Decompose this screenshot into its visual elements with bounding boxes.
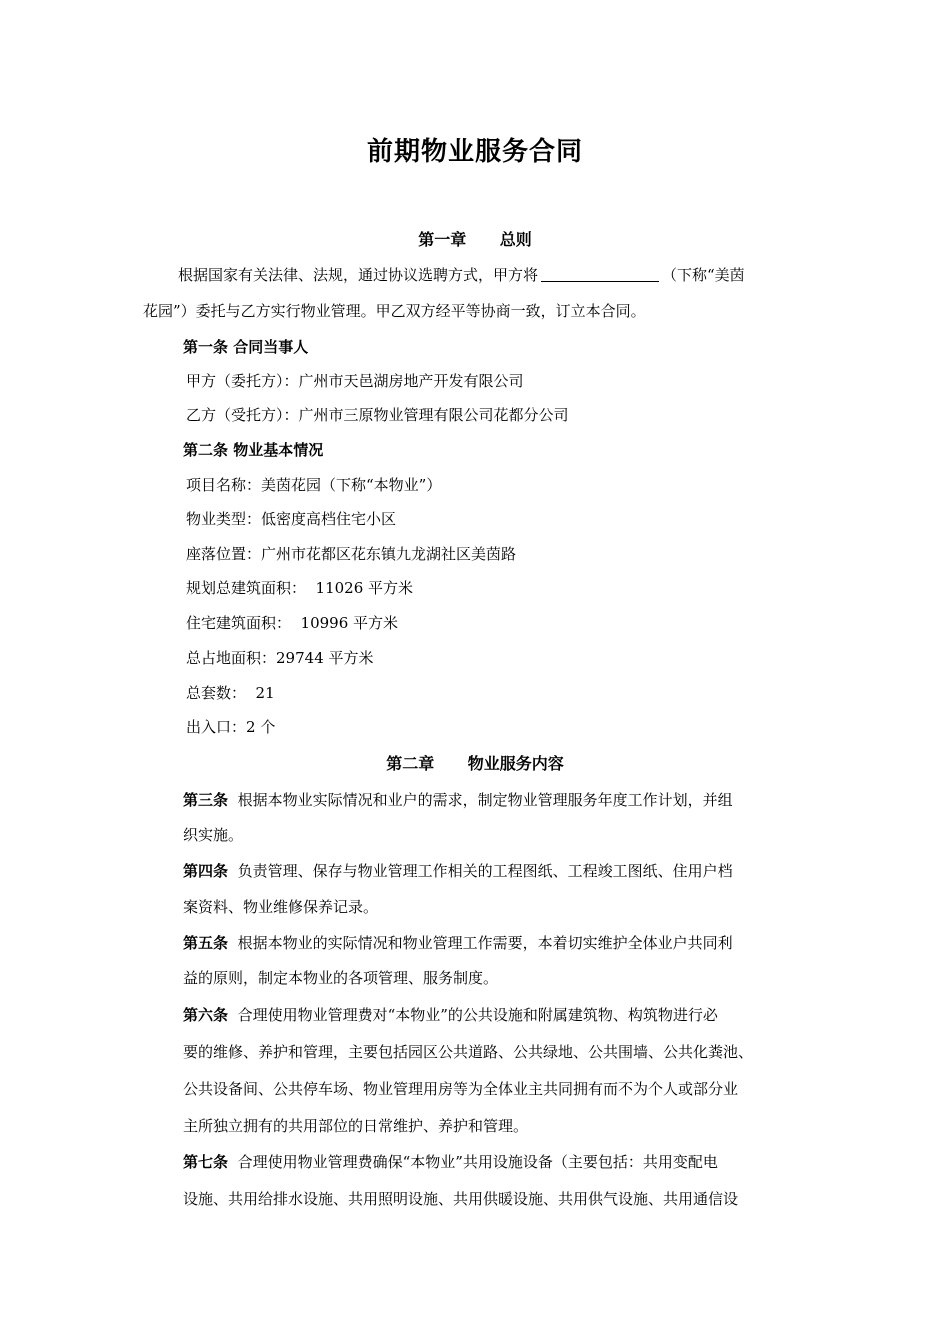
intro-paragraph-line-1: [178, 264, 745, 286]
article-3-text: 根据本物业实际情况和业户的需求，制定物业管理服务年度工作计划，并组: [237, 791, 733, 809]
field-value: 21: [246, 684, 275, 702]
field-label: 物业类型：: [186, 510, 262, 528]
article-6-line-2: 要的维修、养护和管理，主要包括园区公共道路、公共绿地、公共围墙、公共化粪池、: [183, 1043, 754, 1061]
intro-paragraph-line-2: 花园”）委托与乙方实行物业管理。甲乙双方经平等协商一致，订立本合同。: [143, 302, 646, 320]
property-field-land-area: [186, 647, 374, 669]
article-5-line-2: 益的原则，制定本物业的各项管理、服务制度。: [183, 969, 499, 987]
field-label: 总占地面积：: [186, 649, 277, 667]
property-field-planned-area: [186, 577, 413, 599]
article-6-label: 第六条: [183, 1006, 229, 1024]
field-value: 广州市花都区花东镇九龙湖社区美茵路: [261, 545, 517, 563]
field-value: 29744 平方米: [276, 649, 374, 667]
field-label: 座落位置：: [186, 545, 262, 563]
article-6-text: 合理使用物业管理费对“本物业”的公共设施和附属建筑物、构筑物进行必: [237, 1006, 718, 1024]
article-3-line-2: 织实施。: [183, 826, 244, 844]
field-value: 美茵花园（下称“本物业”）: [261, 476, 442, 494]
article-4-label: 第四条: [183, 862, 229, 880]
chapter-2-heading: 第二章 物业服务内容: [386, 754, 564, 773]
article-6-line-1: [183, 1004, 718, 1026]
field-value: 11026 平方米: [306, 579, 414, 597]
document-title: 前期物业服务合同: [366, 137, 583, 167]
intro-text-part-2: （下称“美茵: [662, 266, 745, 284]
article-7-line-2: 设施、共用给排水设施、共用照明设施、共用供暖设施、共用供气设施、共用通信设: [183, 1190, 739, 1208]
article-3-label: 第三条: [183, 791, 229, 809]
article-5-text: 根据本物业的实际情况和物业管理工作需要，本着切实维护全体业户共同利: [237, 934, 733, 952]
intro-text-part-1: 根据国家有关法律、法规，通过协议选聘方式，甲方将: [178, 266, 539, 284]
article-7-line-1: [183, 1151, 718, 1173]
article-4-text: 负责管理、保存与物业管理工作相关的工程图纸、工程竣工图纸、住用户档: [237, 862, 733, 880]
article-2-heading: 第二条 物业基本情况: [183, 441, 324, 459]
field-label: 出入口：: [186, 718, 247, 736]
article-7-text: 合理使用物业管理费确保“本物业”共用设施设备（主要包括：共用变配电: [237, 1153, 718, 1171]
party-a-line: 甲方（委托方）：广州市天邑湖房地产开发有限公司: [186, 372, 524, 390]
party-b-line: 乙方（受托方）：广州市三原物业管理有限公司花都分公司: [186, 406, 569, 424]
article-7-label: 第七条: [183, 1153, 229, 1171]
article-6-line-3: 公共设备间、公共停车场、物业管理用房等为全体业主共同拥有而不为个人或部分业: [183, 1080, 739, 1098]
article-6-line-4: 主所独立拥有的共用部位的日常维护、养护和管理。: [183, 1117, 529, 1135]
field-value: 10996 平方米: [291, 614, 399, 632]
property-field-type: [186, 508, 396, 530]
property-field-location: [186, 543, 516, 565]
property-field-name: [186, 474, 441, 496]
article-1-heading: 第一条 合同当事人: [183, 338, 309, 356]
article-4-line-1: [183, 860, 733, 882]
article-3-line-1: [183, 789, 733, 811]
article-5-line-1: [183, 932, 733, 954]
article-4-line-2: 案资料、物业维修保养记录。: [183, 898, 379, 916]
fill-in-blank[interactable]: [541, 265, 659, 282]
article-5-label: 第五条: [183, 934, 229, 952]
field-label: 住宅建筑面积：: [186, 614, 292, 632]
property-field-residential-area: [186, 612, 398, 634]
field-label: 总套数：: [186, 684, 247, 702]
field-value: 2 个: [246, 718, 276, 736]
field-label: 项目名称：: [186, 476, 262, 494]
chapter-1-heading: 第一章 总则: [418, 230, 532, 249]
field-value: 低密度高档住宅小区: [261, 510, 397, 528]
field-label: 规划总建筑面积：: [186, 579, 307, 597]
property-field-entrances: [186, 716, 275, 738]
property-field-units: [186, 682, 275, 704]
